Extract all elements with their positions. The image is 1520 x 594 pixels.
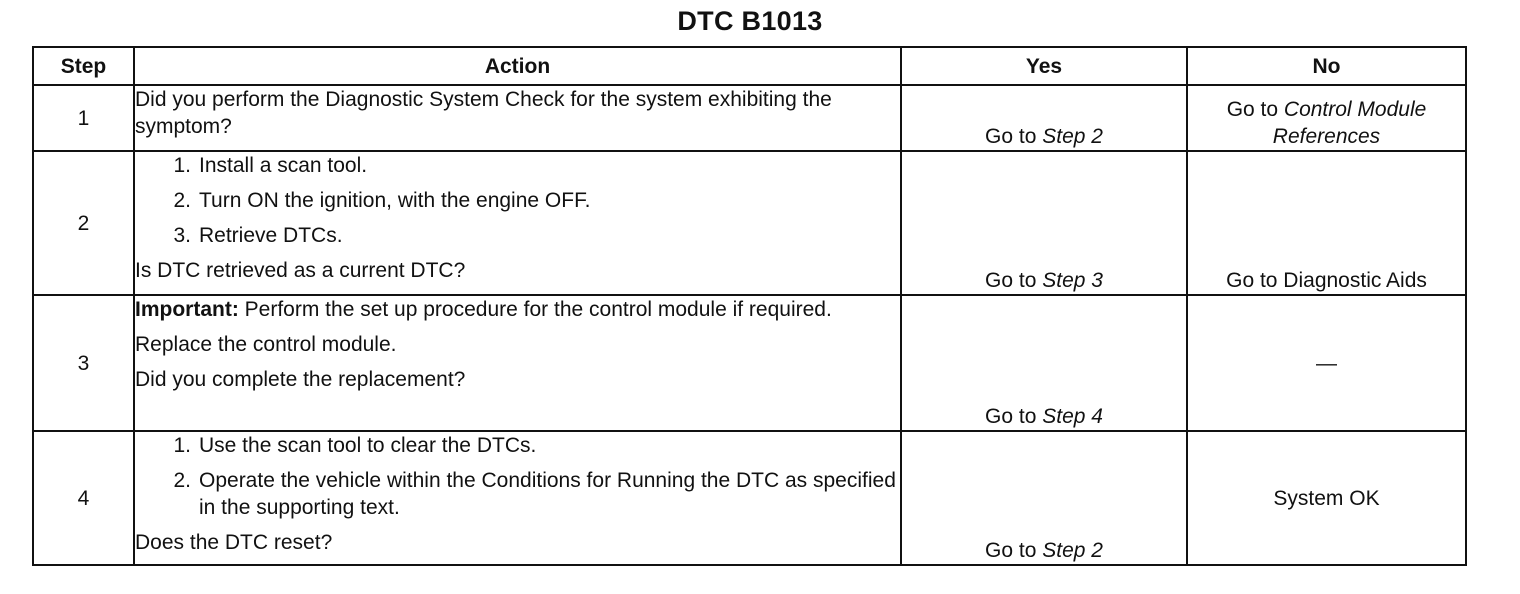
header-no: No [1187,47,1466,85]
no-cell [1187,431,1466,565]
table-row [33,431,1466,565]
procedure-item-number: 2. [173,189,191,212]
header-action: Action [134,47,901,85]
procedure-item-text: Operate the vehicle within the Conditions for Running the DTC as specified in the supporting text. [199,469,896,519]
procedure-list [135,432,900,521]
procedure-item [135,152,900,179]
table-row [33,295,1466,431]
action-cell [134,431,901,565]
table-header-row [33,47,1466,85]
procedure-item-number: 1. [173,434,191,457]
yes-cell [901,151,1187,295]
no-text: — [1316,351,1337,375]
no-cell [1187,85,1466,151]
yes-step-link[interactable]: Step 2 [1042,125,1103,148]
action-question: Is DTC retrieved as a current DTC? [135,259,466,282]
yes-step-link[interactable]: Step 3 [1042,269,1103,292]
no-cell [1187,151,1466,295]
procedure-item-number: 1. [173,154,191,177]
procedure-item-text: Use the scan tool to clear the DTCs. [199,434,537,457]
no-reference-link[interactable]: Control Module References [1272,98,1427,148]
yes-prefix: Go to [985,539,1037,562]
procedure-item [135,187,900,214]
table-row [33,85,1466,151]
procedure-item [135,432,900,459]
action-instruction: Replace the control module. [135,333,397,356]
yes-prefix: Go to [985,125,1037,148]
procedure-item-text: Turn ON the ignition, with the engine OFF. [199,189,591,212]
yes-prefix: Go to [985,405,1037,428]
step-number: 2 [33,151,134,295]
yes-step-link[interactable]: Step 4 [1042,405,1103,428]
yes-cell [901,431,1187,565]
procedure-item-text: Retrieve DTCs. [199,224,343,247]
page-title: DTC B1013 [677,6,823,36]
procedure-item-text: Install a scan tool. [199,154,368,177]
procedure-list [135,152,900,249]
no-text: System OK [1273,486,1380,510]
header-yes: Yes [901,47,1187,85]
yes-cell [901,85,1187,151]
action-text: Did you perform the Diagnostic System Check for the system exhibiting the symptom? [135,88,832,138]
step-number: 3 [33,295,134,431]
yes-cell [901,295,1187,431]
procedure-item-number: 3. [173,224,191,247]
action-question: Did you complete the replacement? [135,368,466,391]
header-step: Step [33,47,134,85]
yes-step-link[interactable]: Step 2 [1042,539,1103,562]
step-number: 1 [33,85,134,151]
procedure-item [135,467,900,521]
important-label: Important: [135,298,239,321]
action-question: Does the DTC reset? [135,531,333,554]
action-cell [134,151,901,295]
procedure-item [135,222,900,249]
step-number: 4 [33,431,134,565]
procedure-item-number: 2. [173,469,191,492]
no-text: Go to Diagnostic Aids [1226,269,1427,292]
no-prefix: Go to [1226,98,1279,121]
table-row [33,151,1466,295]
important-text: Perform the set up procedure for the control module if required. [244,298,832,321]
diagnostic-table [32,46,1467,566]
important-note [135,296,900,323]
action-cell [134,85,901,151]
yes-prefix: Go to [985,269,1037,292]
no-cell [1187,295,1466,431]
action-cell [134,295,901,431]
